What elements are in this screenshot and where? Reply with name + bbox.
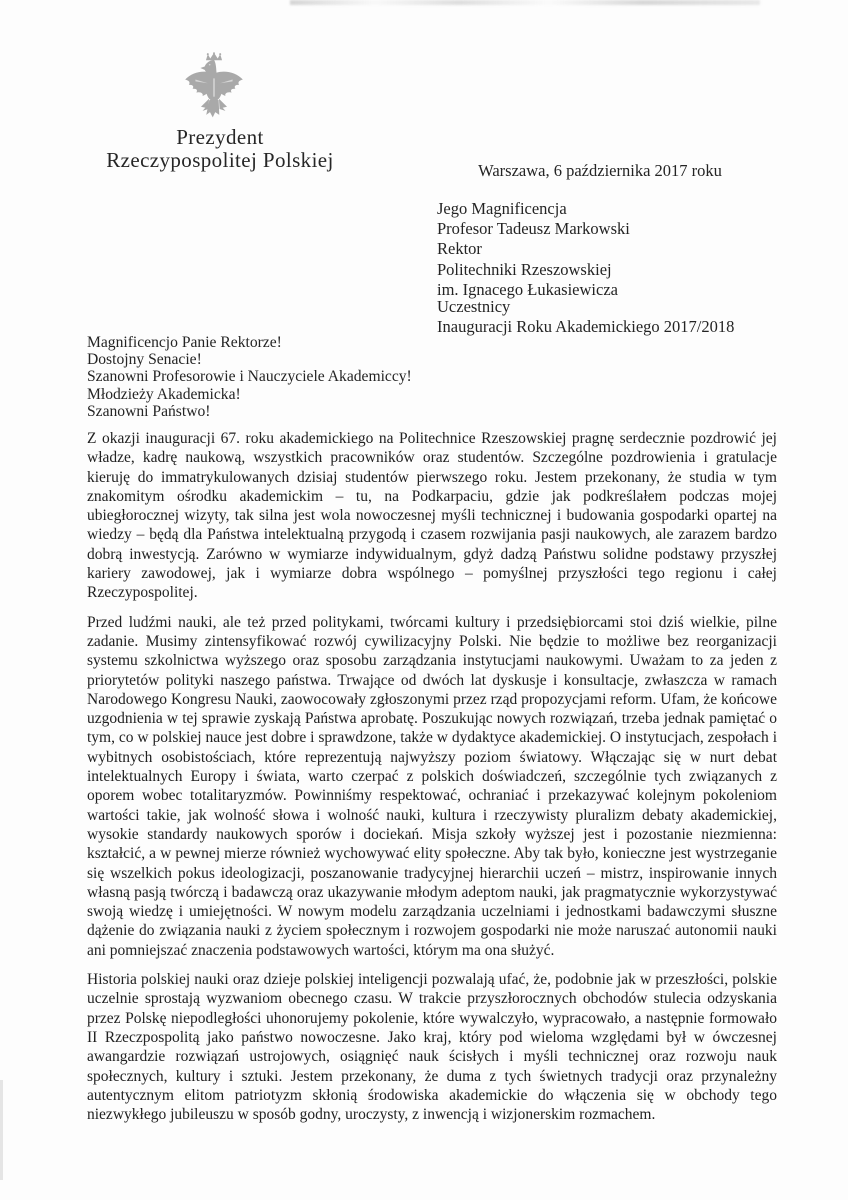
recipient-block — [437, 199, 630, 300]
salutation-line: Dostojny Senacie! — [87, 351, 202, 369]
sender-letterhead — [2, 126, 438, 172]
recipient-line: Politechniki Rzeszowskiej — [437, 259, 612, 279]
letter-body — [87, 429, 777, 1124]
participants-block — [437, 297, 734, 337]
salutation-line: Szanowni Profesorowie i Nauczyciele Akademiccy! — [87, 368, 412, 386]
participants-line: Uczestnicy — [437, 297, 511, 316]
letter-paragraph: Z okazji inauguracji 67. roku akademickiego na Politechnice Rzeszowskiej pragnę serdecznie pozdrowić jej władze, kadrę naukową, wszystkich pracowników oraz studentów. Szczególne pozdrowienia i gratulacje kieruję do immatrykulowanych dzisiaj studentów pierwszego roku. Jestem przekonany, że studia w tym znakomitym ośrodku akademickim – tu, na Podkarpaciu, gdzie jak podkreślałem podczas mojej ubiegłorocznej wizyty, tak silna jest wola nowoczesnej myśli technicznej i budowania gospodarki opartej na wiedzy – będą dla Państwa intelektualną przygodą i czasem rozwijania pasji naukowych, ale zarazem bardzo dobrą inwestycją. Zarówno w wymiarze indywidualnym, gdyż dadzą Państwu solidne podstawy przyszłej kariery zawodowej, jak i wymiarze dobra wspólnego – pomyślnej przyszłości tego regionu i całej Rzeczypospolitej. — [87, 430, 777, 602]
scan-artifact — [290, 0, 760, 5]
recipient-line: im. Ignacego Łukasiewicza — [437, 279, 618, 299]
salutation-line: Szanowni Państwo! — [87, 402, 211, 420]
scan-artifact — [0, 1080, 3, 1180]
recipient-line: Jego Magnificencja — [437, 199, 567, 218]
sender-title-line2: Rzeczypospolitej Polskiej — [106, 148, 334, 172]
salutation-block — [87, 334, 412, 420]
letter-paragraph: Historia polskiej nauki oraz dzieje polskiej inteligencji pozwalają ufać, że, podobnie jak w przeszłości, polskie uczelnie sprostają wyzwaniom obecnego czasu. W trakcie przyszłorocznych obchodów stulecia odzyskania przez Polskę niepodległości uhonorujemy pokolenie, które wywalczyło, wypracowało, a następnie formowało II Rzeczpospolitą jako państwo nowoczesne. Jako kraj, który pod wieloma względami był w ówczesnej awangardzie rozwiązań ustrojowych, osiągnięć nauk ścisłych i myśli technicznej oraz rozwoju nauk społecznych, kultury i sztuki. Jestem przekonany, że duma z tych świetnych tradycji oraz przynależny autentycznym elitom patriotyzm skłonią środowiska akademickie do włączenia się w obchody tego niezwykłego jubileuszu w sposób godny, uroczysty, z inwencją i wizjonerskim rozmachem. — [87, 971, 777, 1124]
recipient-line: Rektor — [437, 239, 482, 259]
letter-paragraph: Przed ludźmi nauki, ale też przed politykami, twórcami kultury i przedsiębiorcami stoi dziś wielkie, pilne zadanie. Musimy zintensyfikować rozwój cywilizacyjny Polski. Nie będzie to możliwe bez reorganizacji systemu szkolnictwa wyższego oraz sposobu zarządzania instytucjami naukowymi. Uważam to za jeden z priorytetów polityki naszego państwa. Trwające od dwóch lat dyskusje i konsultacje, zwłaszcza w ramach Narodowego Kongresu Nauki, zaowocowały zgłoszonymi przez rząd propozycjami reform. Ufam, że końcowe uzgodnienia w tej sprawie zyskają Państwa aprobatę. Poszukując nowych rozwiązań, trzeba jednak pamiętać o tym, co w polskiej nauce jest dobre i sprawdzone, także w dydaktyce akademickiej. O instytucjach, zespołach i wybitnych osobistościach, które reprezentują najwyższy poziom światowy. Włączając się w nurt debat intelektualnych Europy i świata, warto czerpać z polskich doświadczeń, szczególnie tych związanych z oporem wobec totalitaryzmów. Powinniśmy respektować, ochraniać i przekazywać kolejnym pokoleniom wartości takie, jak wolność słowa i wolność nauki, kultura i rzeczywisty pluralizm debaty akademickiej, wysokie standardy naukowych sporów i dociekań. Misja szkoły wyższej jest i pozostanie niezmienna: kształcić, a w pewnej mierze również wychowywać elity społeczne. Aby tak było, konieczne jest wystrzeganie się wszelkich pokus ideologizacji, poszanowanie tradycyjnej hierarchii uczeń – mistrz, inspirowanie innych własną pasją twórczą i badawczą oraz ukazywanie młodym adeptom nauki, jak pragmatycznie wykorzystywać swoją wiedzę i umiejętności. W nowym modelu zarządzania uczelniami i jednostkami badawczymi słuszne dążenie do związania nauki z życiem społecznym i rozwojem gospodarki nie może naruszać autonomii nauki ani pomniejszać znaczenia podstawowych wartości, którym ma ona służyć. — [87, 613, 777, 959]
salutation-line: Magnificencjo Panie Rektorze! — [87, 334, 282, 351]
sender-title-line1: Prezydent — [176, 125, 264, 149]
polish-eagle-coat-of-arms-icon — [183, 52, 245, 130]
recipient-line: Profesor Tadeusz Markowski — [437, 219, 630, 239]
date-line: Warszawa, 6 października 2017 roku — [478, 161, 722, 180]
salutation-line: Młodzieży Akademicka! — [87, 385, 241, 403]
participants-line: Inauguracji Roku Akademickiego 2017/2018 — [437, 317, 735, 337]
